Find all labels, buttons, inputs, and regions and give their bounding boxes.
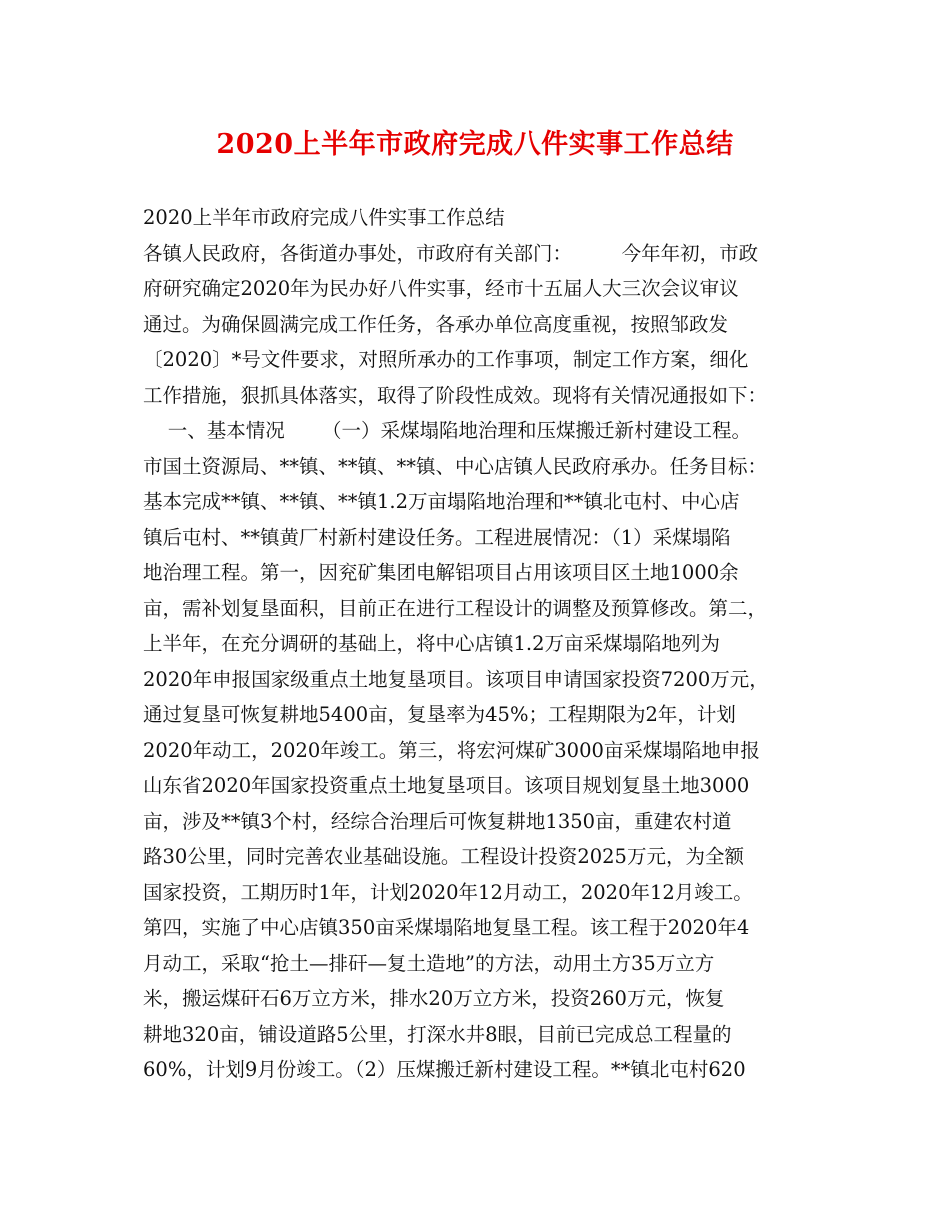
body-line: 基本完成**镇、**镇、**镇1.2万亩塌陷地治理和**镇北屯村、中心店 <box>143 490 740 513</box>
body-line: 〔2020〕*号文件要求，对照所承办的工作事项，制定工作方案，细化 <box>143 348 749 371</box>
body-line: 米，搬运煤矸石6万立方米，排水20万立方米，投资260万元，恢复 <box>143 987 725 1010</box>
document-title: 2020上半年市政府完成八件实事工作总结 <box>216 129 734 160</box>
body-line: 月动工，采取“抢土—排矸—复土造地”的方法，动用土方35万立方 <box>143 951 715 975</box>
body-line: 地治理工程。第一，因兖矿集团电解铝项目占用该项目区土地1000余 <box>143 561 739 584</box>
body-line: 亩，需补划复垦面积，目前正在进行工程设计的调整及预算修改。第二， <box>143 596 768 620</box>
body-line: 山东省2020年国家投资重点土地复垦项目。该项目规划复垦土地3000 <box>143 774 750 797</box>
body-line: 路30公里，同时完善农业基础设施。工程设计投资2025万元，为全额 <box>143 845 744 868</box>
document-body <box>143 200 823 1088</box>
body-line: 市国土资源局、**镇、**镇、**镇、中心店镇人民政府承办。任务目标： <box>143 454 768 478</box>
body-line: 上半年，在充分调研的基础上，将中心店镇1.2万亩采煤塌陷地列为 <box>143 632 721 655</box>
body-line: 镇后屯村、**镇黄厂村新村建设任务。工程进展情况：（1）采煤塌陷 <box>143 525 731 549</box>
body-line: 第四，实施了中心店镇350亩采煤塌陷地复垦工程。该工程于2020年4 <box>143 916 750 939</box>
body-line: 通过复垦可恢复耕地5400亩，复垦率为45%；工程期限为2年，计划 <box>143 703 736 726</box>
body-line: 一、基本情况 （一）采煤塌陷地治理和压煤搬迁新村建设工程。 <box>143 419 751 442</box>
body-line: 工作措施，狠抓具体落实，取得了阶段性成效。现将有关情况通报如下： <box>143 383 768 407</box>
body-line: 2020年动工，2020年竣工。第三，将宏河煤矿3000亩采煤塌陷地申报 <box>143 738 760 762</box>
body-line: 2020上半年市政府完成八件实事工作总结 <box>143 206 505 229</box>
body-line: 国家投资，工期历时1年，计划2020年12月动工，2020年12月竣工。 <box>143 880 753 904</box>
body-line: 通过。为确保圆满完成工作任务，各承办单位高度重视，按照邹政发 <box>143 312 729 336</box>
body-line: 耕地320亩，铺设道路5公里，打深水井8眼，目前已完成总工程量的 <box>143 1022 732 1046</box>
body-line: 府研究确定2020年为民办好八件实事，经市十五届人大三次会议审议 <box>143 277 739 300</box>
body-line: 2020年申报国家级重点土地复垦项目。该项目申请国家投资7200万元， <box>143 667 769 691</box>
body-line: 60%，计划9月份竣工。（2）压煤搬迁新村建设工程。**镇北屯村620 <box>143 1058 746 1081</box>
body-line: 各镇人民政府，各街道办事处，市政府有关部门： 今年年初，市政 <box>143 241 759 265</box>
body-line: 亩，涉及**镇3个村，经综合治理后可恢复耕地1350亩，重建农村道 <box>143 809 732 833</box>
